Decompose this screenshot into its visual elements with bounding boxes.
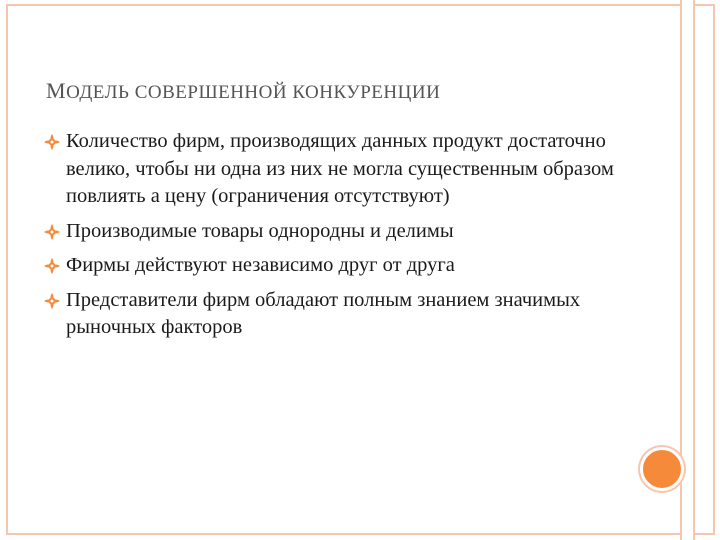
side-decoration-bar bbox=[680, 0, 695, 540]
bullet-item-4 bbox=[44, 287, 644, 342]
flower-bullet-icon bbox=[44, 293, 60, 309]
bullet-item-2 bbox=[44, 218, 644, 246]
bullet-list bbox=[44, 128, 644, 349]
decorative-circle bbox=[640, 447, 684, 491]
bullet-item-1 bbox=[44, 128, 644, 211]
flower-bullet-icon bbox=[44, 134, 60, 150]
title-rest: ОДЕЛЬ СОВЕРШЕННОЙ КОНКУРЕНЦИИ bbox=[66, 82, 441, 103]
bullet-text-3: Фирмы действуют независимо друг от друга bbox=[66, 254, 455, 276]
flower-bullet-icon bbox=[44, 224, 60, 240]
bullet-text-1: Количество фирм, производящих данных продукт достаточно велико, чтобы ни одна из них не могла существенным образом повлиять а цену (ограничения отсутствуют) bbox=[66, 130, 614, 207]
slide-title bbox=[46, 78, 646, 104]
bullet-text-2: Производимые товары однородны и делимы bbox=[66, 219, 454, 242]
title-initial: М bbox=[46, 78, 67, 103]
bullet-item-3 bbox=[44, 252, 644, 280]
flower-bullet-icon bbox=[44, 258, 60, 274]
bullet-text-4: Представители фирм обладают полным знанием значимых рыночных факторов bbox=[66, 288, 581, 338]
